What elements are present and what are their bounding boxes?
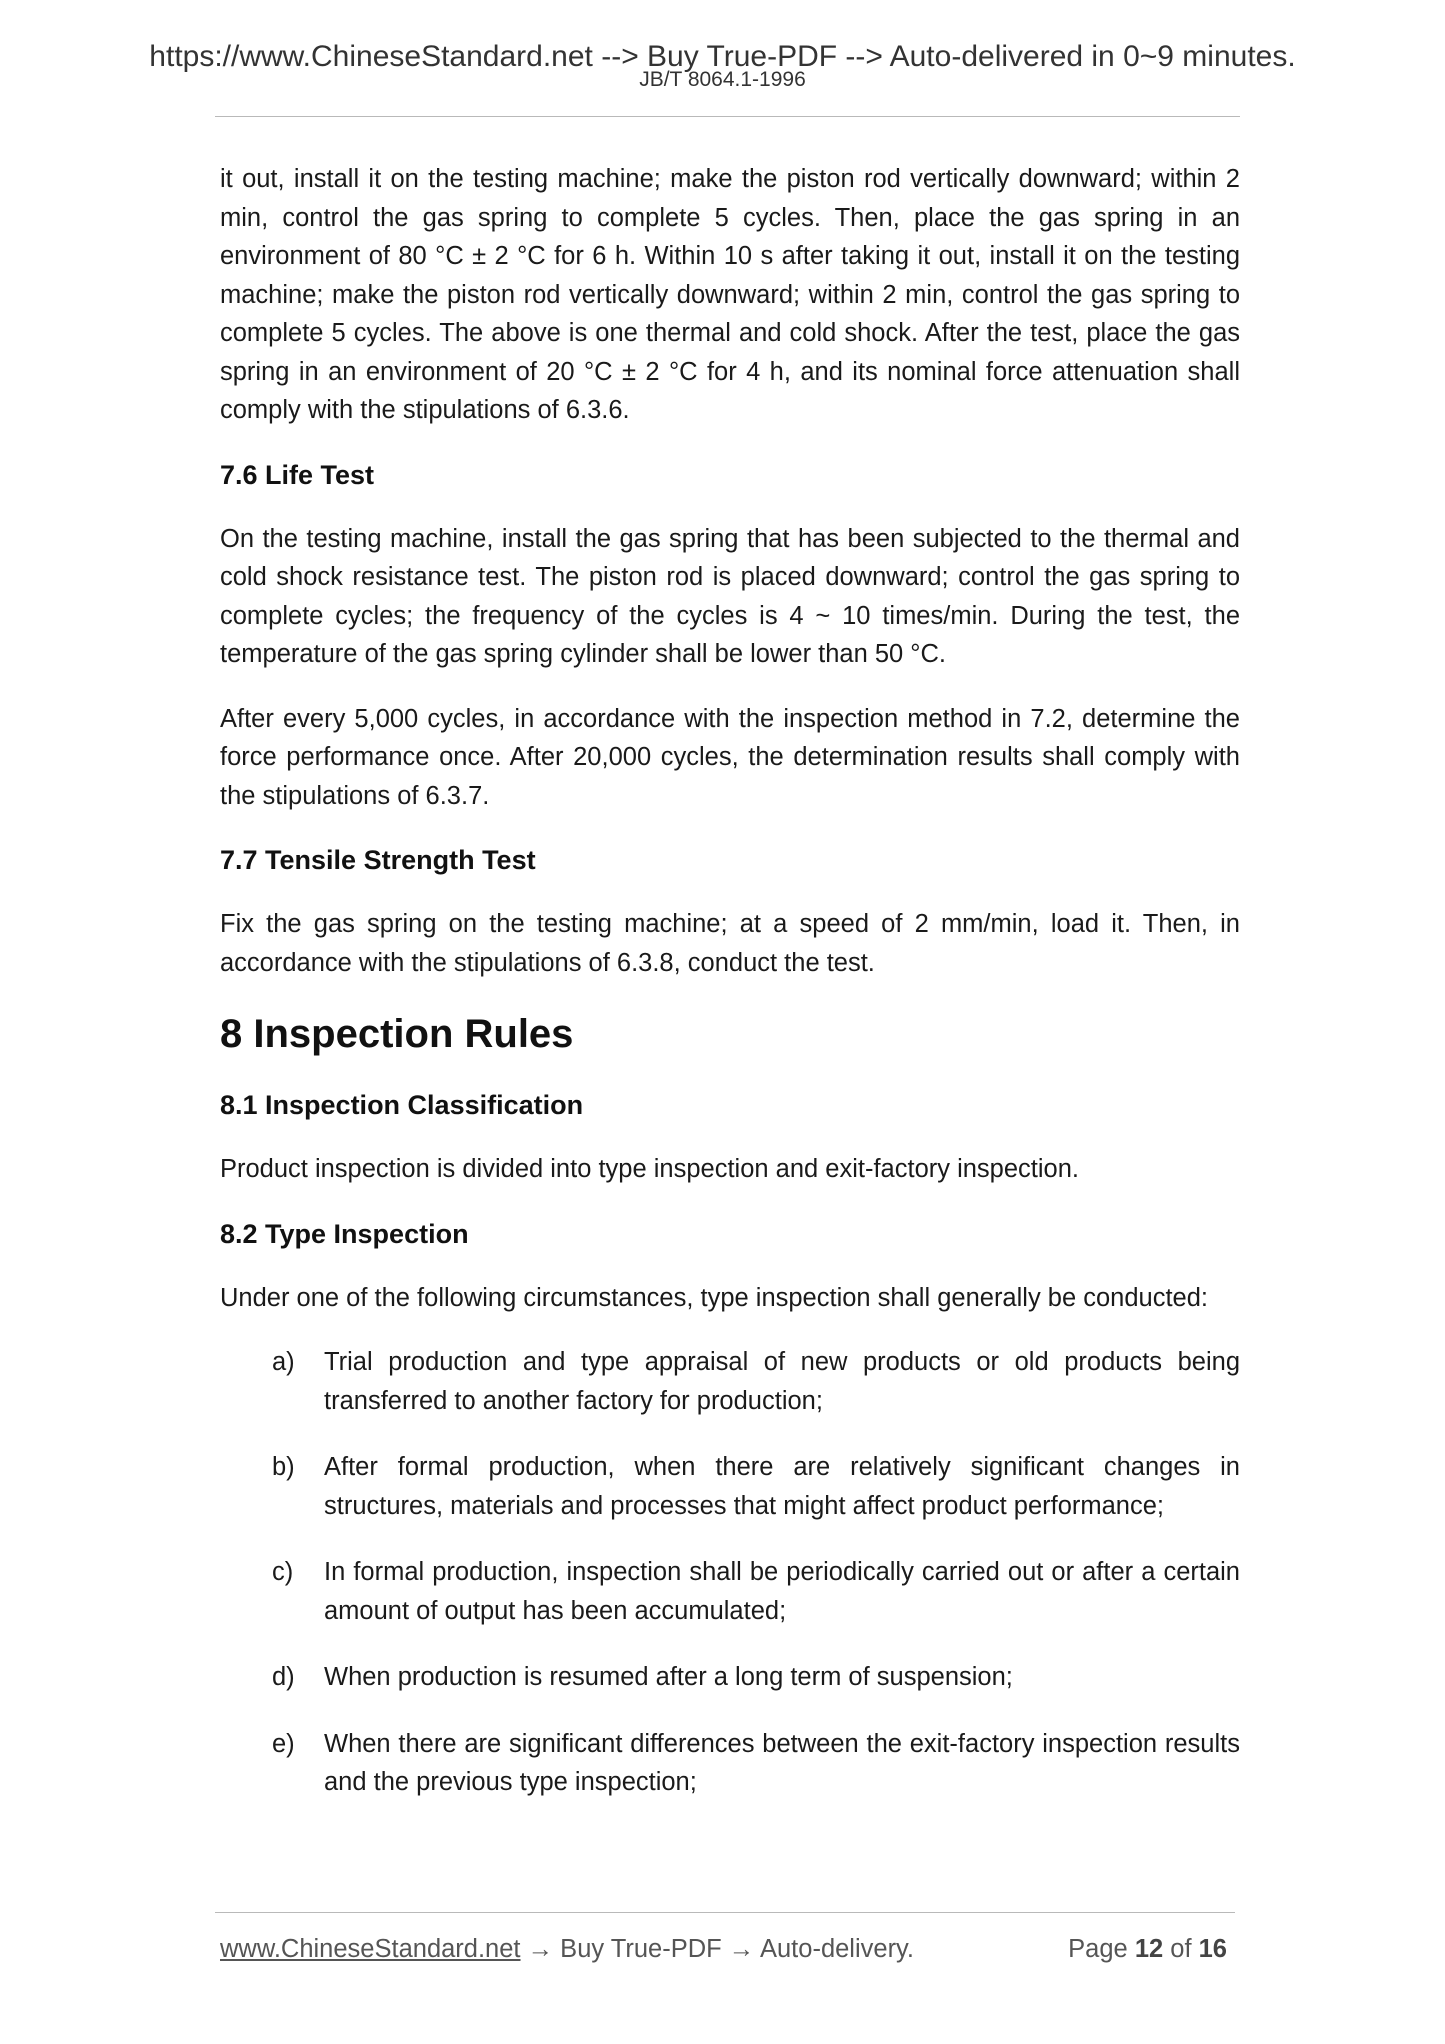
section-8-2-paragraph: Under one of the following circumstances, type inspection shall generally be conducted: (220, 1283, 1208, 1312)
list-text: In formal production, inspection shall be periodically carried out or after a certain amount of output has been accumulated; (324, 1558, 1240, 1625)
document-code: JB/T 8064.1-1996 (639, 68, 806, 91)
list-marker: d) (272, 1663, 295, 1691)
section-7-6-paragraph-1: On the testing machine, install the gas spring that has been subjected to the thermal and cold shock resistance test. The piston rod is placed downward; control the gas spring to complete cycles; the frequency of the cycles is 4 ~ 10 times/min. During the test, the temperature of the gas spring cylinder shall be lower than 50 °C. (220, 524, 1240, 668)
footer-divider (215, 1912, 1235, 1913)
section-7-6-paragraph-2: After every 5,000 cycles, in accordance with the inspection method in 7.2, determine the force performance once. After 20,000 cycles, the determination results shall comply with the stipulations of 6.3.7. (220, 704, 1240, 810)
list-text: When there are significant differences between the exit-factory inspection results and the previous type inspection; (324, 1729, 1240, 1796)
page-indicator (1068, 1932, 1227, 1966)
footer-site-link[interactable]: www.ChineseStandard.net (220, 1935, 521, 1963)
page-footer (220, 1932, 1235, 1966)
list-item (220, 1725, 1240, 1802)
list-marker: c) (272, 1558, 294, 1586)
page-current-number: 12 (1134, 1935, 1164, 1963)
list-item (220, 1553, 1240, 1630)
intro-paragraph: it out, install it on the testing machine; make the piston rod vertically downward; within 2 min, control the gas spring to complete 5 cycles. Then, place the gas spring in an environment of 80 °C ± 2 °C for 6 h. Within 10 s after taking it out, install it on the testing machine; make the piston rod vertically downward; within 2 min, control the gas spring to complete 5 cycles. The above is one thermal and cold shock. After the test, place the gas spring in an environment of 20 °C ± 2 °C for 4 h, and its nominal force attenuation shall comply with the stipulations of 6.3.6. (220, 165, 1240, 424)
section-8-heading: 8 Inspection Rules (220, 1012, 574, 1056)
header-divider (215, 116, 1240, 117)
list-text: After formal production, when there are relatively significant changes in structures, materials and processes that might affect product performance; (324, 1453, 1240, 1520)
list-marker: a) (272, 1348, 295, 1376)
list-text: When production is resumed after a long term of suspension; (324, 1663, 1013, 1691)
section-7-6-heading: 7.6 Life Test (220, 459, 375, 490)
page-total-number: 16 (1198, 1935, 1227, 1963)
list-marker: b) (272, 1453, 295, 1481)
section-7-7-paragraph: Fix the gas spring on the testing machine; at a speed of 2 mm/min, load it. Then, in accordance with the stipulations of 6.3.8, conduct the test. (220, 910, 1240, 977)
page-content (220, 160, 1240, 1830)
section-7-7-heading: 7.7 Tensile Strength Test (220, 845, 536, 875)
page-of-label: of (1163, 1935, 1199, 1963)
footer-tagline: → Buy True-PDF → Auto-delivery. (520, 1935, 914, 1963)
circumstances-list (220, 1343, 1240, 1802)
list-item (220, 1343, 1240, 1420)
list-marker: e) (272, 1729, 295, 1758)
section-8-2-heading: 8.2 Type Inspection (220, 1218, 469, 1249)
list-item (220, 1658, 1240, 1697)
header-banner: https://www.ChineseStandard.net --> Buy True-PDF --> Auto-delivered in 0~9 minutes. (149, 40, 1296, 73)
page-label: Page (1068, 1935, 1135, 1963)
list-item (220, 1448, 1240, 1525)
section-8-1-heading: 8.1 Inspection Classification (220, 1090, 584, 1120)
list-text: Trial production and type appraisal of new products or old products being transferred to another factory for production; (324, 1348, 1240, 1415)
section-8-1-paragraph: Product inspection is divided into type inspection and exit-factory inspection. (220, 1155, 1079, 1183)
